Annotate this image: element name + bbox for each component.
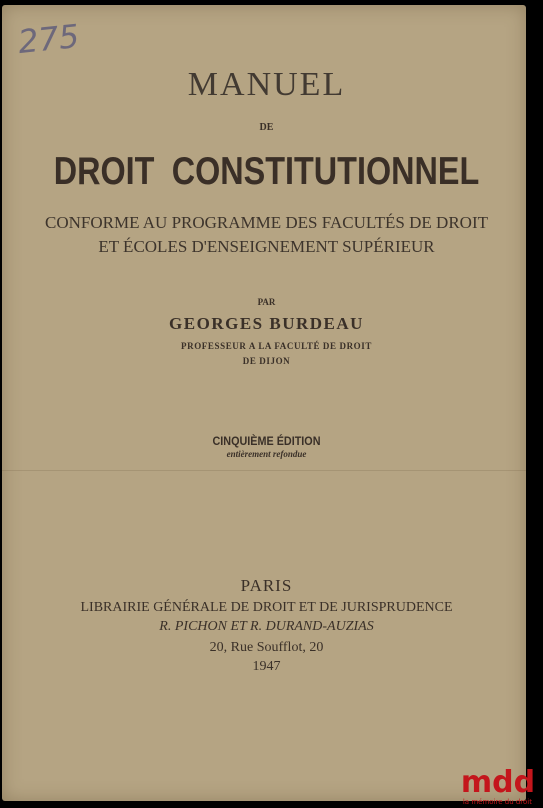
par-label: PAR	[257, 297, 276, 307]
publisher-name: LIBRAIRIE GÉNÉRALE DE DROIT ET DE JURISPRUDENCE	[80, 600, 453, 615]
title-manuel: MANUEL	[187, 66, 346, 103]
subtitle-line2: ET ÉCOLES D'ENSEIGNEMENT SUPÉRIEUR	[98, 237, 435, 256]
publisher-address: 20, Rue Soufflot, 20	[209, 640, 324, 655]
title-de: DE	[259, 122, 274, 133]
mdd-caption: la mémoire du droit	[462, 798, 532, 806]
fold-line	[2, 470, 526, 471]
title-main: DROIT CONSTITUTIONNEL	[53, 150, 480, 193]
publisher-city: PARIS	[240, 576, 293, 595]
edition-label: CINQUIÈME ÉDITION	[212, 434, 321, 448]
publication-year: 1947	[252, 659, 281, 674]
author-title-line2: DE DIJON	[242, 356, 291, 366]
author-name: GEORGES BURDEAU	[169, 314, 364, 333]
publisher-owners: R. PICHON ET R. DURAND-AUZIAS	[159, 619, 374, 634]
subtitle-line1: CONFORME AU PROGRAMME DES FACULTÉS DE DROIT	[44, 213, 488, 232]
handwritten-number: 275	[16, 16, 81, 62]
author-title-line1: PROFESSEUR A LA FACULTÉ DE DROIT	[181, 341, 372, 351]
mdd-logo-text: mdd	[460, 765, 536, 800]
edition-note: entièrement refondue	[226, 449, 307, 459]
